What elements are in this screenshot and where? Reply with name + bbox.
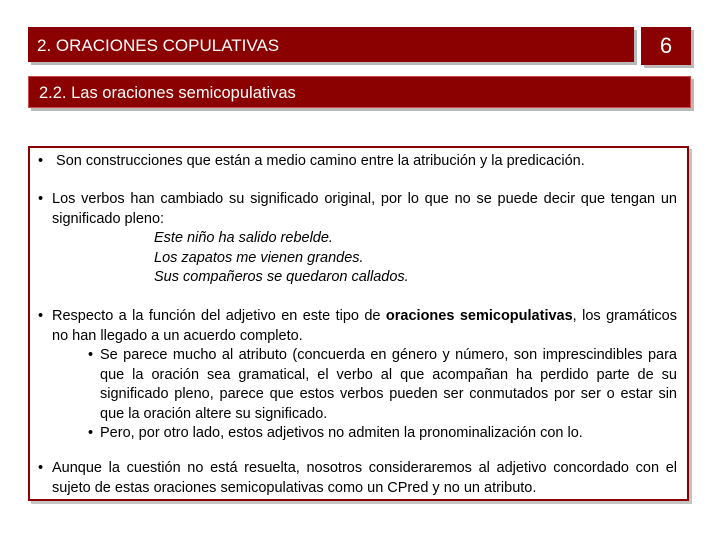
bullet-icon: • bbox=[38, 308, 44, 324]
content-box bbox=[28, 146, 689, 501]
bullet-icon: • bbox=[38, 191, 44, 207]
sub-bullet-item-2 bbox=[52, 424, 677, 444]
section-bar bbox=[28, 76, 691, 108]
title-bar bbox=[28, 27, 634, 62]
bullet-icon: • bbox=[38, 460, 44, 476]
example-line: Los zapatos me vienen grandes. bbox=[154, 249, 364, 266]
sub-bullet-item-1 bbox=[52, 346, 677, 424]
bullet-item-3 bbox=[38, 307, 677, 444]
bullet-icon: • bbox=[88, 425, 94, 441]
bold-term: oraciones semicopulativas bbox=[385, 308, 573, 324]
sub-bullet-text-2: Pero, por otro lado, estos adjetivos no admiten la pronominalización con lo. bbox=[100, 425, 583, 441]
sub-bullet-text-1: Se parece mucho al atributo (concuerda en género y número, son imprescindibles para que la oración sea gramatical, el verbo al que acompañan ha perdido parte de su significado pleno, parece que estos verbos pueden ser conmutados por ser o estar sin que la oración altere su significado. bbox=[100, 347, 677, 422]
bullet-text-2: Los verbos han cambiado su significado original, por lo que no se puede decir que tengan un significado pleno: bbox=[52, 191, 677, 227]
example-line: Sus compañeros se quedaron callados. bbox=[154, 269, 409, 285]
page-number-badge bbox=[641, 27, 691, 65]
bullet-item-4 bbox=[38, 459, 677, 498]
bullet-text-1: Son construcciones que están a medio camino entre la atribución y la predicación. bbox=[56, 153, 585, 169]
bullet-text-3a: Respecto a la función del adjetivo en este tipo de bbox=[52, 308, 386, 324]
bullet-text-4: Aunque la cuestión no está resuelta, nosotros consideraremos al adjetivo concordado con el sujeto de estas oraciones semicopulativas como un CPred y no un atributo. bbox=[52, 460, 677, 496]
bullet-text-3b: , los gramáticos no han llegado a un acuerdo completo. bbox=[52, 308, 677, 344]
bullet-icon: • bbox=[88, 347, 94, 363]
bullet-icon: • bbox=[38, 153, 44, 169]
bullet-item-1 bbox=[38, 152, 677, 172]
bullet-item-2 bbox=[38, 190, 677, 288]
slide-title: 2. ORACIONES COPULATIVAS bbox=[37, 36, 280, 55]
example-line: Este niño ha salido rebelde. bbox=[154, 230, 333, 246]
page-number: 6 bbox=[659, 33, 673, 58]
section-title: 2.2. Las oraciones semicopulativas bbox=[39, 84, 296, 102]
